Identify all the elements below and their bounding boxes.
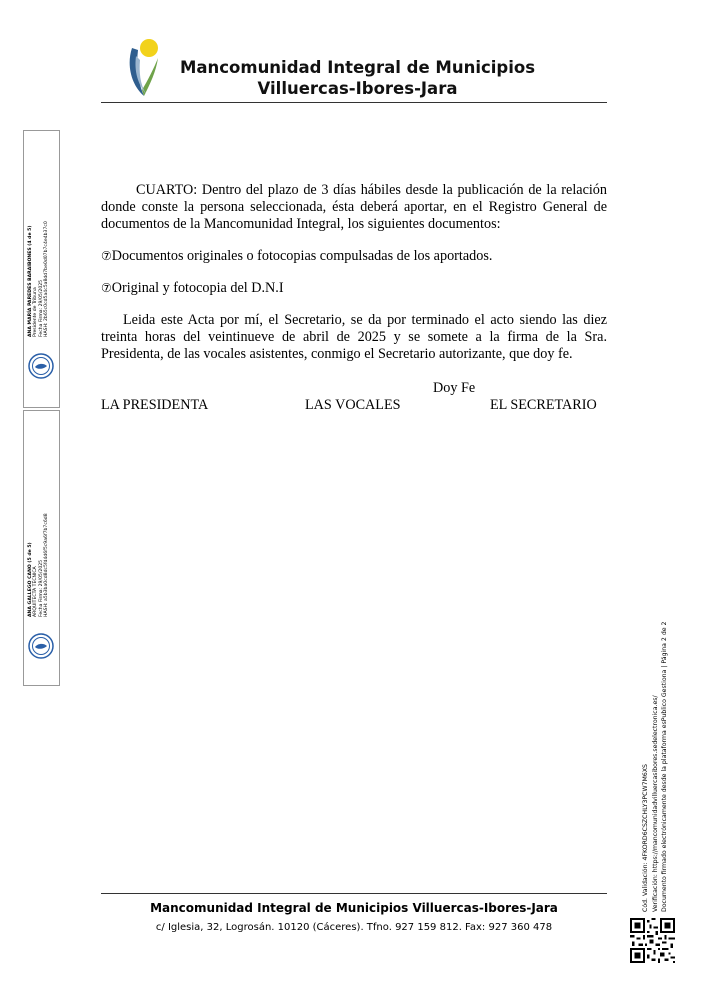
header-org-line2: Villuercas-Ibores-Jara <box>257 79 458 98</box>
signature-date: Fecha Firma: 29/05/2025 <box>38 279 44 337</box>
signer-role: ARQUITECTA TÉCNICA <box>33 566 39 617</box>
signature-stamp-text <box>28 357 50 617</box>
list-item <box>101 248 607 265</box>
signature-vocales: LAS VOCALES <box>305 397 401 413</box>
seal-icon <box>28 633 54 659</box>
signature-presidenta: LA PRESIDENTA <box>101 397 209 413</box>
clock-icon: ⑦ <box>101 281 112 295</box>
header-title <box>165 57 550 99</box>
header-org-line1: Mancomunidad Integral de Municipios <box>179 58 536 77</box>
footer-divider <box>101 893 607 894</box>
clock-icon: ⑦ <box>101 249 112 263</box>
validation-note: Documento firmado electrónicamente desde la plataforma esPublico Gestiona | Página 2 de 2 <box>661 621 669 912</box>
signer-name: ANA MARÍA PAREDES BARAIBONES (4 de 5) <box>28 225 33 337</box>
footer-title: Mancomunidad Integral de Municipios Villuercas-Ibores-Jara <box>150 901 558 915</box>
signer-name: ANA GALLEGO CANO (5 de 5) <box>28 542 33 617</box>
signature-stamp-text <box>28 77 50 337</box>
qr-code-icon <box>630 918 675 963</box>
list-item <box>101 280 607 297</box>
document-body <box>101 182 607 363</box>
doy-fe-label: Doy Fe <box>433 380 476 396</box>
validation-text <box>641 612 670 912</box>
list-item-text: Documentos originales o fotocopias compulsadas de los aportados. <box>111 248 493 264</box>
paragraph-closing: Leida este Acta por mí, el Secretario, se da por terminado el acto siendo las diez treinta horas del veintinueve de abril de 2025 y se somete a la firma de la Sra. Presidenta, de las vocales asistentes, conmigo el Secretario autorizante, que doy fe. <box>101 312 607 362</box>
list-item-text: Original y fotocopia del D.N.I <box>111 280 284 296</box>
mancomunidad-logo <box>122 38 162 100</box>
signer-role: Presidente de Tribuna <box>33 287 39 337</box>
footer-address: c/ Iglesia, 32, Logrosán. 10120 (Cáceres). Tfno. 927 159 812. Fax: 927 360 478 <box>155 922 553 933</box>
validation-url: Verificación: https://mancomunidadvilluercasibores.sedelectronica.es/ <box>651 695 659 912</box>
validation-code: Cód. Validación: 4FKORD6CSZCHLY3PCW7M6XS <box>642 764 649 912</box>
paragraph-cuarto: CUARTO: Dentro del plazo de 3 días hábiles desde la publicación de la relación donde conste la persona seleccionada, ésta deberá aportar, en el Registro General de documentos de la Mancomunidad Integral, los siguientes documentos: <box>101 182 607 232</box>
signature-date: Fecha Firma: 29/05/2025 <box>38 559 44 617</box>
header-divider <box>101 102 607 103</box>
signature-hash: HASH: 2b65c0cd5a4c5a8dd7be0d07b7c4e4b37c0 <box>44 221 50 337</box>
signature-secretario: EL SECRETARIO <box>490 397 597 413</box>
signature-hash: HASH: a5b3ba0cd8dc5fd4d6f5c9a6f7b7c6d8 <box>44 513 50 617</box>
signature-stamp <box>23 410 60 686</box>
